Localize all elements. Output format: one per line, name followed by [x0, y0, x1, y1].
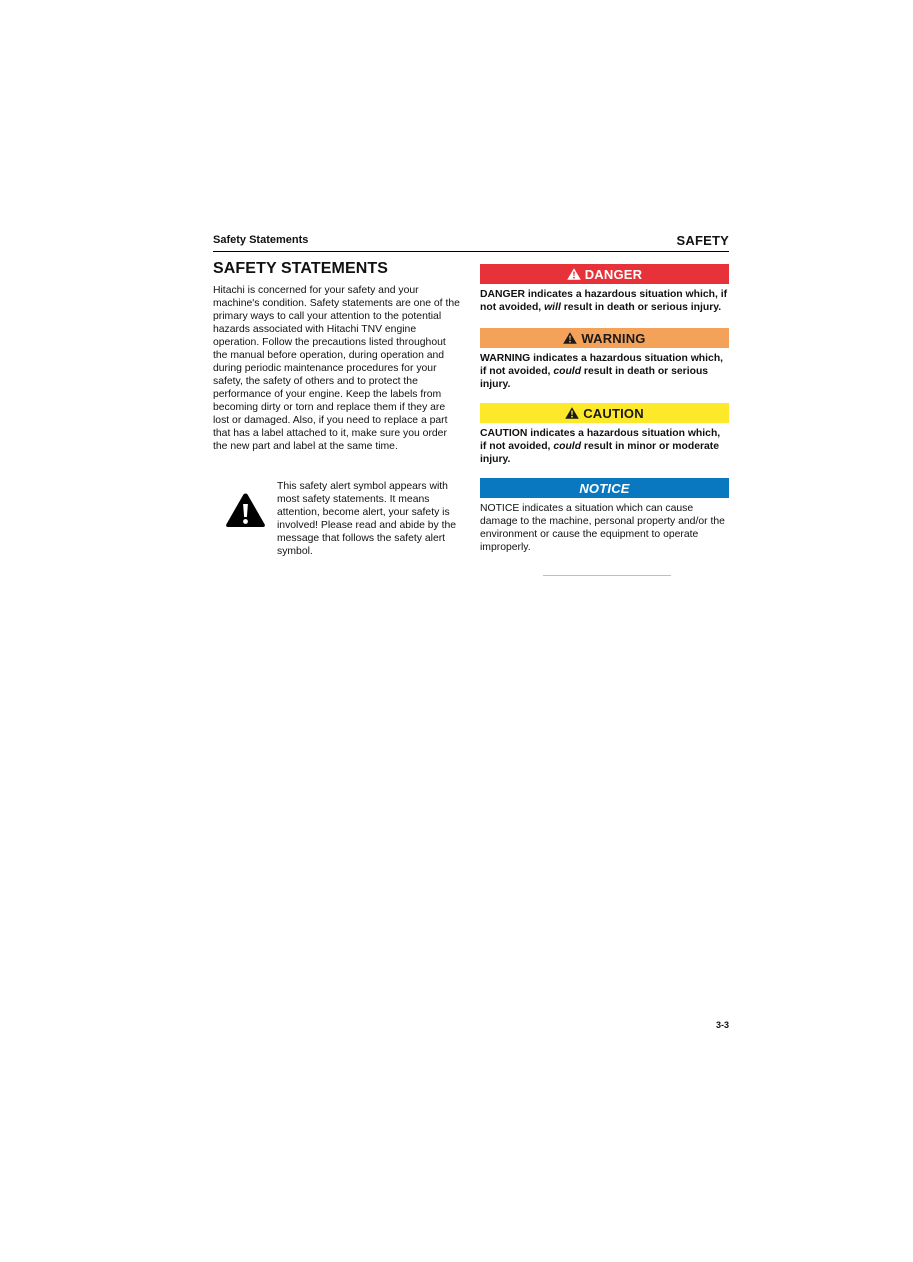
caution-emphasis: could: [553, 441, 582, 452]
warning-triangle-icon: [563, 332, 577, 344]
right-column: [480, 264, 729, 554]
warning-text-start: WARNING indicates a hazardous situation which, if not avoided,: [480, 353, 724, 377]
caution-label: CAUTION: [583, 405, 644, 421]
header-section-title: Safety Statements: [213, 234, 309, 246]
danger-text-start: DANGER indicates a hazardous situation which, if not avoided,: [480, 289, 728, 313]
safety-alert-block: [213, 480, 461, 564]
warning-label: WARNING: [581, 330, 646, 346]
danger-label: DANGER: [584, 266, 643, 282]
danger-text-end: result in death or serious injury.: [560, 302, 722, 313]
intro-paragraph: Hitachi is concerned for your safety and your machine's condition. Safety statements are one of the primary ways to call your attention to the potential hazards associated with Hitachi TNV engine operation. Follow the precautions listed throughout the manual before operation, during operation and during periodic maintenance procedures for your safety, the safety of others and to protect the performance of your engine. Keep the labels from becoming dirty or torn and replace them if they are lost or damaged. Also, if you need to replace a part that has a label attached to it, make sure you order the new part and label at the same time.: [213, 285, 460, 452]
notice-description: NOTICE indicates a situation which can cause damage to the machine, personal property and/or the environment or cause the equipment to operate improperly.: [480, 503, 725, 553]
warning-description: [480, 352, 729, 391]
danger-banner: [480, 264, 729, 284]
notice-banner: [480, 478, 729, 498]
header-chapter-title: SAFETY: [676, 233, 729, 248]
left-column: [213, 260, 461, 453]
danger-emphasis: will: [544, 302, 561, 313]
safety-alert-description: This safety alert symbol appears with most safety statements. It means attention, become alert, your safety is involved! Please read and abide by the message that follows the safety alert symbol.: [277, 481, 457, 557]
caution-text-end: result in minor or moderate injury.: [480, 441, 720, 465]
page-header: [213, 233, 729, 251]
page-number: 3-3: [715, 1020, 729, 1030]
section-end-divider: [543, 575, 671, 576]
warning-triangle-icon: [567, 268, 581, 280]
warning-text-end: result in death or serious injury.: [480, 366, 709, 390]
notice-label: NOTICE: [579, 480, 630, 496]
caution-banner: [480, 403, 729, 423]
caution-description: [480, 427, 729, 466]
header-divider: [213, 251, 729, 252]
warning-banner: [480, 328, 729, 348]
danger-description: [480, 288, 729, 314]
section-title: SAFETY STATEMENTS: [213, 260, 389, 277]
caution-text-start: CAUTION indicates a hazardous situation which, if not avoided,: [480, 428, 721, 452]
warning-triangle-icon: [565, 407, 579, 419]
safety-alert-triangle-icon: [225, 492, 266, 528]
warning-emphasis: could: [553, 366, 582, 377]
